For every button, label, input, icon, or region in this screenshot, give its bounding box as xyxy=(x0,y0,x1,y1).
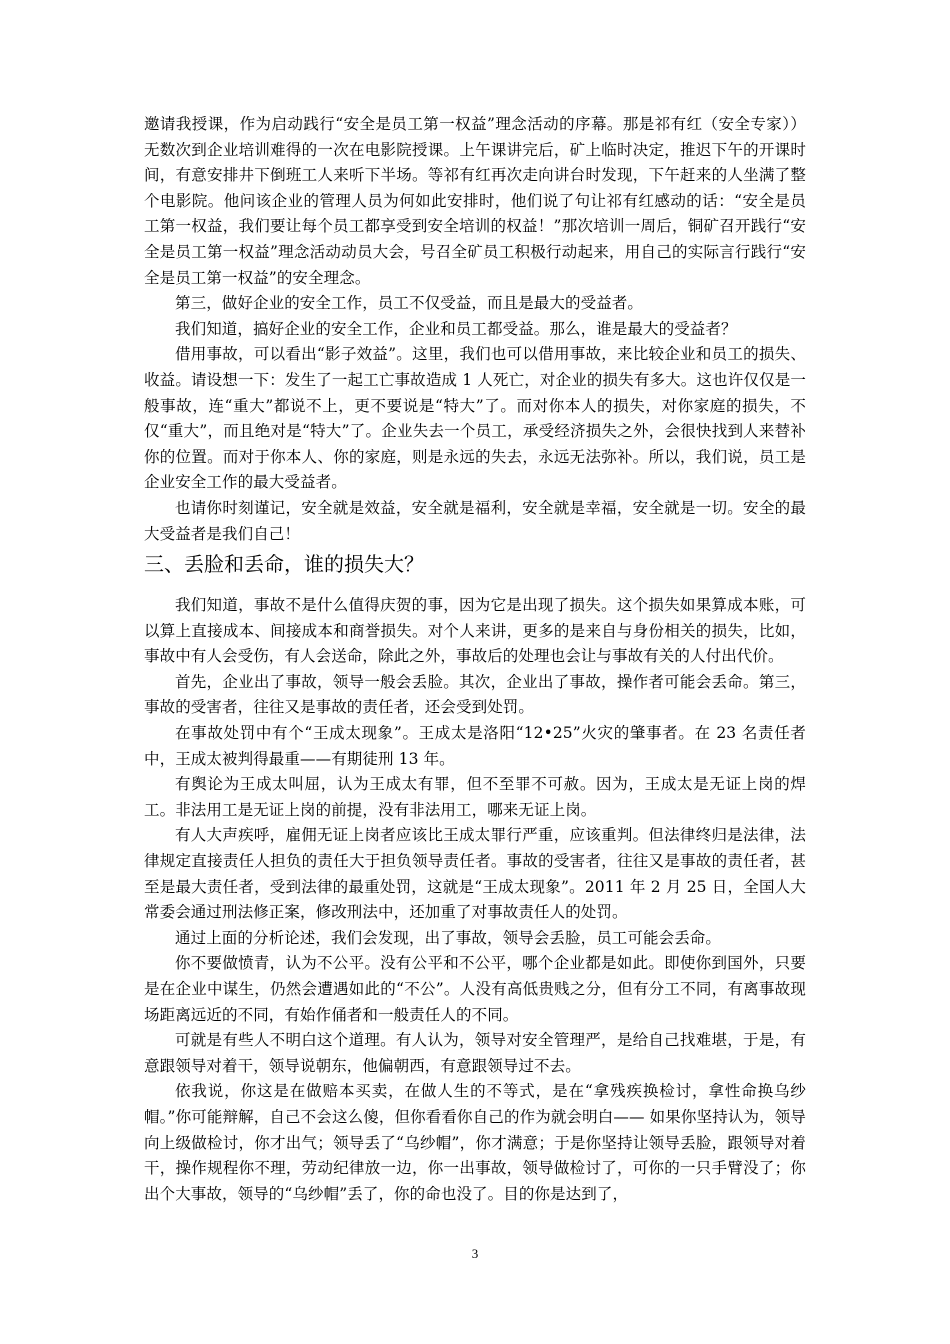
paragraph: 有舆论为王成太叫屈，认为王成太有罪，但不至罪不可赦。因为，王成太是无证上岗的焊工。非法用工是无证上岗的前提，没有非法用工，哪来无证上岗。 xyxy=(144,775,806,819)
page-body xyxy=(144,112,806,1207)
paragraph: 也请你时刻谨记，安全就是效益，安全就是福利，安全就是幸福，安全就是一切。安全的最大受益者是我们自己！ xyxy=(144,498,806,543)
paragraph: 借用事故，可以看出“影子效益”。这里，我们也可以借用事故，来比较企业和员工的损失、收益。请设想一下：发生了一起工亡事故造成 1 人死亡，对企业的损失有多大。这也许仅仅是一般事故，连“重大”都说不上，更不要说是“特大”了。而对你本人的损失，对你家庭的损失，不仅“重大”，而且绝对是“特大”了。企业失去一个员工，承受经济损失之外，会很快找到人来替补你的位置。而对于你本人、你的家庭，则是永远的失去，永远无法弥补。所以，我们说，员工是企业安全工作的最大受益者。 xyxy=(144,345,806,492)
paragraph: 第三，做好企业的安全工作，员工不仅受益，而且是最大的受益者。 xyxy=(175,294,644,313)
paragraph: 首先，企业出了事故，领导一般会丢脸。其次，企业出了事故，操作者可能会丢命。第三，事故的受害者，往往又是事故的责任者，还会受到处罚。 xyxy=(144,672,806,717)
paragraph: 通过上面的分析论述，我们会发现，出了事故，领导会丢脸，员工可能会丢命。 xyxy=(175,928,722,947)
paragraph: 我们知道，事故不是什么值得庆贺的事，因为它是出现了损失。这个损失如果算成本账，可以算上直接成本、间接成本和商誉损失。对个人来讲，更多的是来自与身份相关的损失，比如，事故中有人会受伤，有人会送命，除此之外，事故后的处理也会让与事故有关的人付出代价。 xyxy=(144,596,806,666)
paragraph: 我们知道，搞好企业的安全工作，企业和员工都受益。那么，谁是最大的受益者？ xyxy=(175,319,737,338)
paragraph: 邀请我授课，作为启动践行“安全是员工第一权益”理念活动的序幕。那是祁有红（安全专家））无数次到企业培训难得的一次在电影院授课。上午课讲完后，矿上临时决定，推迟下午的开课时间，有意安排井下倒班工人来听下半场。等祁有红再次走向讲台时发现，下午赶来的人坐满了整个电影院。他问该企业的管理人员为何如此安排时，他们说了句让祁有红感动的话：“安全是员工第一权益，我们要让每个员工都享受到安全培训的权益！”那次培训一周后，铜矿召开践行“安全是员工第一权益”理念活动动员大会，号召全矿员工积极行动起来，用自己的实际言行践行“安全是员工第一权益”的安全理念。 xyxy=(144,115,806,287)
section-heading: 三、丢脸和丢命，谁的损失大？ xyxy=(144,552,424,577)
paragraph: 你不要做愤青，认为不公平。没有公平和不公平，哪个企业都是如此。即使你到国外，只要是在企业中谋生，仍然会遭遇如此的“不公”。人没有高低贵贱之分，但有分工不同，有离事故现场距离远近的不同，有始作俑者和一般责任人的不同。 xyxy=(144,954,806,1024)
paragraph: 有人大声疾呼，雇佣无证上岗者应该比王成太罪行严重，应该重判。但法律终归是法律，法律规定直接责任人担负的责任大于担负领导责任者。事故的受害者，往往又是事故的责任者，甚至是最大责任者，受到法律的最重处罚，这就是“王成太现象”。2011 年 2 月 25 日，全国人大常委会通过刑法修正案，修改刑法中，还加重了对事故责任人的处罚。 xyxy=(144,826,806,922)
page-number: 3 xyxy=(471,1246,479,1261)
paragraph: 在事故处罚中有个“王成太现象”。王成太是洛阳“12•25”火灾的肇事者。在 23 名责任者中，王成太被判得最重——有期徒刑 13 年。 xyxy=(144,724,806,768)
paragraph: 可就是有些人不明白这个道理。有人认为，领导对安全管理严，是给自己找难堪，于是，有意跟领导对着干，领导说朝东，他偏朝西，有意跟领导过不去。 xyxy=(144,1031,806,1075)
paragraph: 依我说，你这是在做赔本买卖，在做人生的不等式，是在“拿残疾换检讨，拿性命换乌纱帽。”你可能辩解，自己不会这么傻，但你看看你自己的作为就会明白—— 如果你坚持认为，领导向上级做检讨，你才出气；领导丢了“乌纱帽”，你才满意；于是你坚持让领导丢脸，跟领导对着干，操作规程你不理，劳动纪律放一边，你一出事故，领导做检讨了，可你的一只手臂没了；你出个大事故，领导的“乌纱帽”丢了，你的命也没了。目的你是达到了， xyxy=(144,1082,806,1203)
